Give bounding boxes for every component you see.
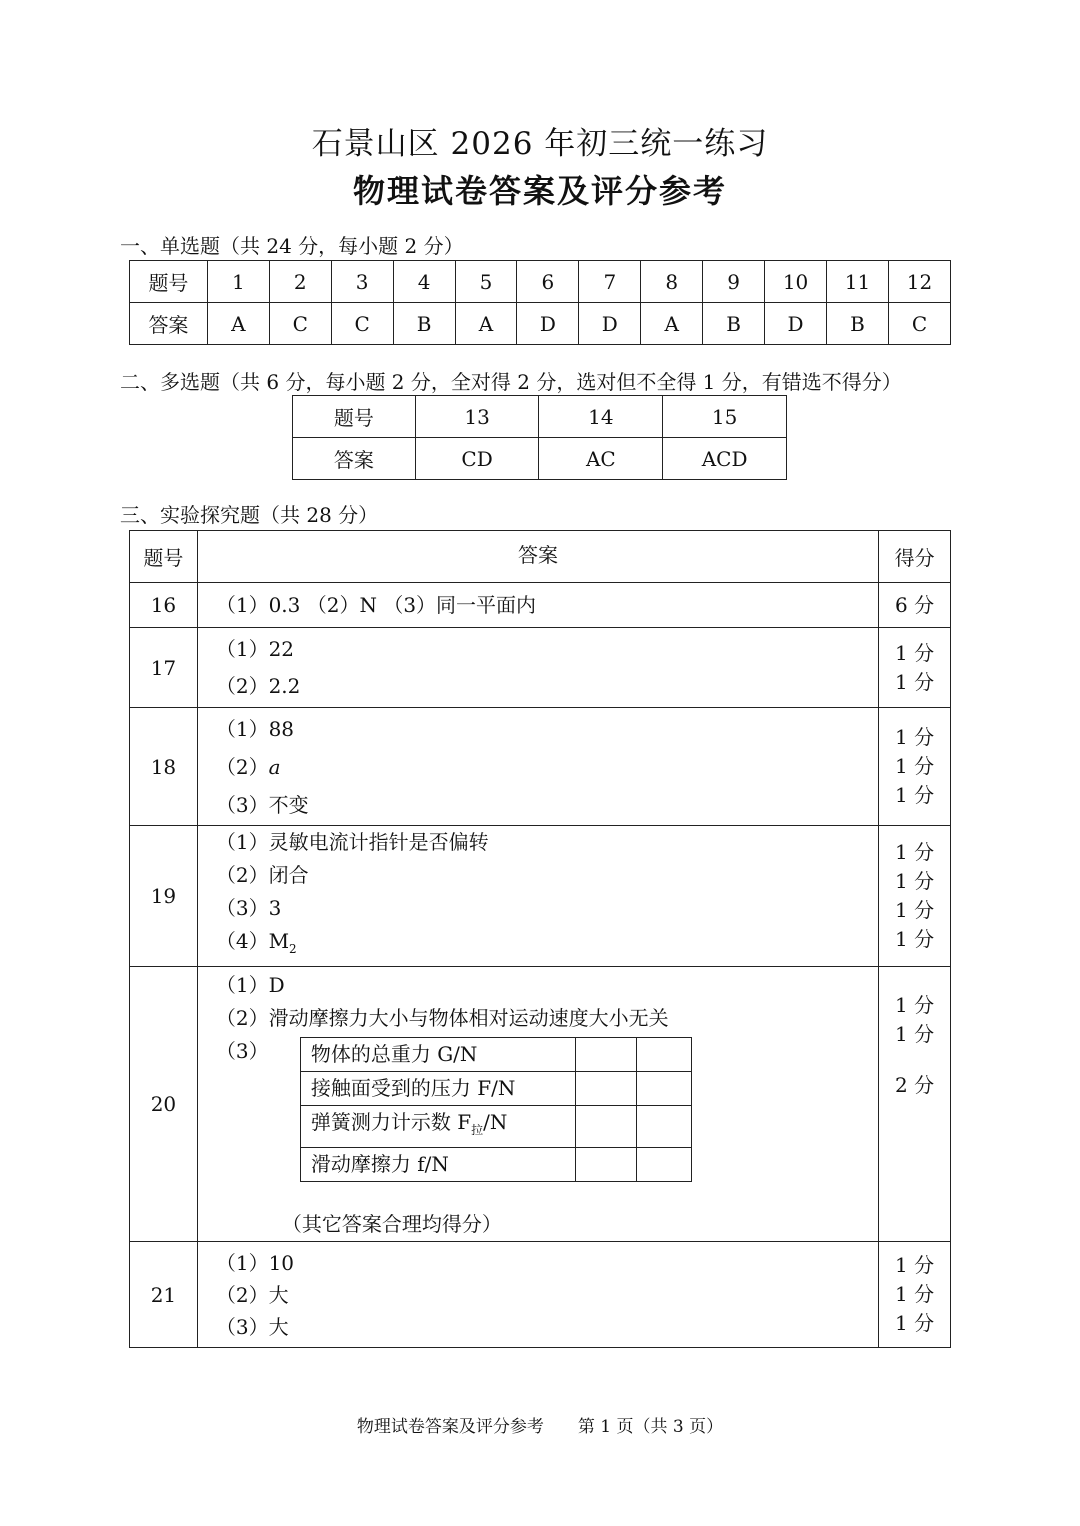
answer-cell (197, 583, 878, 628)
subscript: 2 (289, 942, 297, 956)
table-row (130, 1242, 951, 1348)
answer-cell (197, 826, 878, 967)
answer-prefix: （3） (215, 1039, 269, 1063)
row-label (300, 1106, 575, 1148)
empty-cell (576, 1072, 637, 1106)
answer-line-3 (216, 1035, 878, 1182)
answer-line: （2）闭合 (215, 863, 309, 887)
empty-cell (576, 1038, 637, 1072)
score-cell (879, 826, 951, 967)
answer-cell: C (331, 303, 393, 345)
table-row (300, 1038, 691, 1072)
page-subtitle: 物理试卷答案及评分参考 (352, 172, 727, 210)
question-number: 10 (765, 261, 827, 303)
multi-choice-table (292, 395, 787, 480)
question-number: 13 (415, 396, 539, 438)
question-number: 17 (130, 628, 198, 708)
answer-line: （2）滑动摩擦力大小与物体相对运动速度大小无关 (215, 1006, 669, 1030)
table-row (300, 1072, 691, 1106)
question-number: 6 (517, 261, 579, 303)
empty-cell (576, 1148, 637, 1182)
question-number: 15 (663, 396, 787, 438)
answer-cell: D (579, 303, 641, 345)
empty-cell (636, 1106, 691, 1148)
answer-prefix: （2） (215, 754, 269, 779)
score-value: 1 分 (895, 1282, 935, 1306)
score-cell (879, 967, 951, 1242)
answer-line: （1）22 (215, 636, 295, 661)
table-row (293, 396, 787, 438)
question-number: 3 (331, 261, 393, 303)
score-value: 1 分 (895, 993, 935, 1017)
question-number: 11 (827, 261, 889, 303)
score-cell (879, 708, 951, 826)
score-value: 2 分 (895, 1073, 935, 1097)
empty-cell (576, 1106, 637, 1148)
table-row (130, 303, 951, 345)
question-number: 12 (888, 261, 950, 303)
question-number: 1 (207, 261, 269, 303)
score-value: 1 分 (895, 898, 935, 922)
page-title: 石景山区 2026 年初三统一练习 (311, 126, 769, 162)
answer-line: （1）10 (215, 1250, 295, 1275)
score-value: 1 分 (895, 1022, 935, 1046)
empty-cell (636, 1038, 691, 1072)
label-text: 弹簧测力计示数 F (310, 1110, 472, 1134)
table-row (130, 967, 951, 1242)
answer-cell: C (269, 303, 331, 345)
score-cell (879, 628, 951, 708)
row-label: 滑动摩擦力 f/N (300, 1148, 575, 1182)
score-value: 1 分 (895, 725, 935, 749)
question-number: 19 (130, 826, 198, 967)
row-label: 答案 (293, 438, 416, 480)
column-header: 题号 (130, 531, 198, 583)
answer-text: （4）M (215, 929, 290, 953)
subscript: 拉 (471, 1123, 484, 1137)
table-row (130, 628, 951, 708)
answer-note: （其它答案合理均得分） (281, 1212, 502, 1236)
answer-cell (197, 708, 878, 826)
data-record-table (300, 1037, 692, 1182)
answer-line (216, 748, 878, 786)
label-unit: /N (483, 1110, 508, 1134)
table-row (130, 583, 951, 628)
section1-heading: 一、单选题（共 24 分，每小题 2 分） (120, 234, 464, 258)
answer-cell: A (455, 303, 517, 345)
answer-cell (197, 628, 878, 708)
answer-cell: B (393, 303, 455, 345)
answer-cell (197, 1242, 878, 1348)
answer-line: （3）大 (215, 1314, 289, 1339)
score-cell (879, 583, 951, 628)
answer-line: （1）0.3 （2）N （3）同一平面内 (215, 592, 537, 617)
single-choice-table (129, 260, 951, 345)
answer-cell: C (888, 303, 950, 345)
score-value: 1 分 (895, 640, 935, 665)
column-header: 答案 (197, 531, 878, 583)
question-number: 18 (130, 708, 198, 826)
answer-cell: B (703, 303, 765, 345)
question-number: 2 (269, 261, 331, 303)
page-footer: 物理试卷答案及评分参考 第 1 页（共 3 页） (356, 1417, 724, 1437)
answer-line: （3）3 (215, 896, 282, 920)
question-number: 8 (641, 261, 703, 303)
empty-cell (636, 1148, 691, 1182)
question-number: 20 (130, 967, 198, 1242)
table-row (130, 708, 951, 826)
score-value: 1 分 (895, 1253, 935, 1277)
row-label: 题号 (130, 261, 208, 303)
row-label: 答案 (130, 303, 208, 345)
answer-line (216, 925, 878, 966)
table-header-row (130, 531, 951, 583)
answer-cell: CD (415, 438, 539, 480)
question-number: 9 (703, 261, 765, 303)
row-label: 题号 (293, 396, 416, 438)
column-header: 得分 (879, 531, 951, 583)
answer-line: （2）2.2 (215, 673, 301, 698)
score-value: 1 分 (895, 840, 935, 864)
table-row (300, 1148, 691, 1182)
empty-cell (636, 1072, 691, 1106)
score-cell (879, 1242, 951, 1348)
section3-heading: 三、实验探究题（共 28 分） (120, 503, 379, 527)
answer-line: （3）不变 (215, 792, 309, 817)
table-row (293, 438, 787, 480)
section2-heading: 二、多选题（共 6 分，每小题 2 分，全对得 2 分，选对但不全得 1 分，有错选不得分） (120, 370, 902, 394)
score-value: 1 分 (895, 927, 935, 951)
question-number: 21 (130, 1242, 198, 1348)
table-row (300, 1106, 691, 1148)
answer-cell: A (641, 303, 703, 345)
answer-line: （2）大 (215, 1282, 289, 1307)
score-value: 1 分 (895, 754, 935, 778)
question-number: 4 (393, 261, 455, 303)
answer-line: （1）88 (215, 716, 295, 741)
answer-cell: D (765, 303, 827, 345)
row-label: 接触面受到的压力 F/N (300, 1072, 575, 1106)
table-row (130, 261, 951, 303)
answer-cell: D (517, 303, 579, 345)
experiment-table (129, 530, 951, 1348)
answer-variable: a (268, 754, 281, 779)
row-label: 物体的总重力 G/N (300, 1038, 575, 1072)
question-number: 16 (130, 583, 198, 628)
question-number: 5 (455, 261, 517, 303)
answer-cell (197, 967, 878, 1242)
answer-cell: AC (539, 438, 663, 480)
answer-cell: B (827, 303, 889, 345)
score-value: 1 分 (895, 869, 935, 893)
score-value: 6 分 (895, 592, 935, 617)
answer-line: （1）D (215, 973, 285, 997)
score-value: 1 分 (895, 1311, 935, 1335)
score-value: 1 分 (895, 783, 935, 807)
question-number: 7 (579, 261, 641, 303)
answer-cell: ACD (663, 438, 787, 480)
question-number: 14 (539, 396, 663, 438)
score-value: 1 分 (895, 669, 935, 694)
answer-line: （1）灵敏电流计指针是否偏转 (215, 830, 489, 854)
table-row (130, 826, 951, 967)
answer-cell: A (207, 303, 269, 345)
